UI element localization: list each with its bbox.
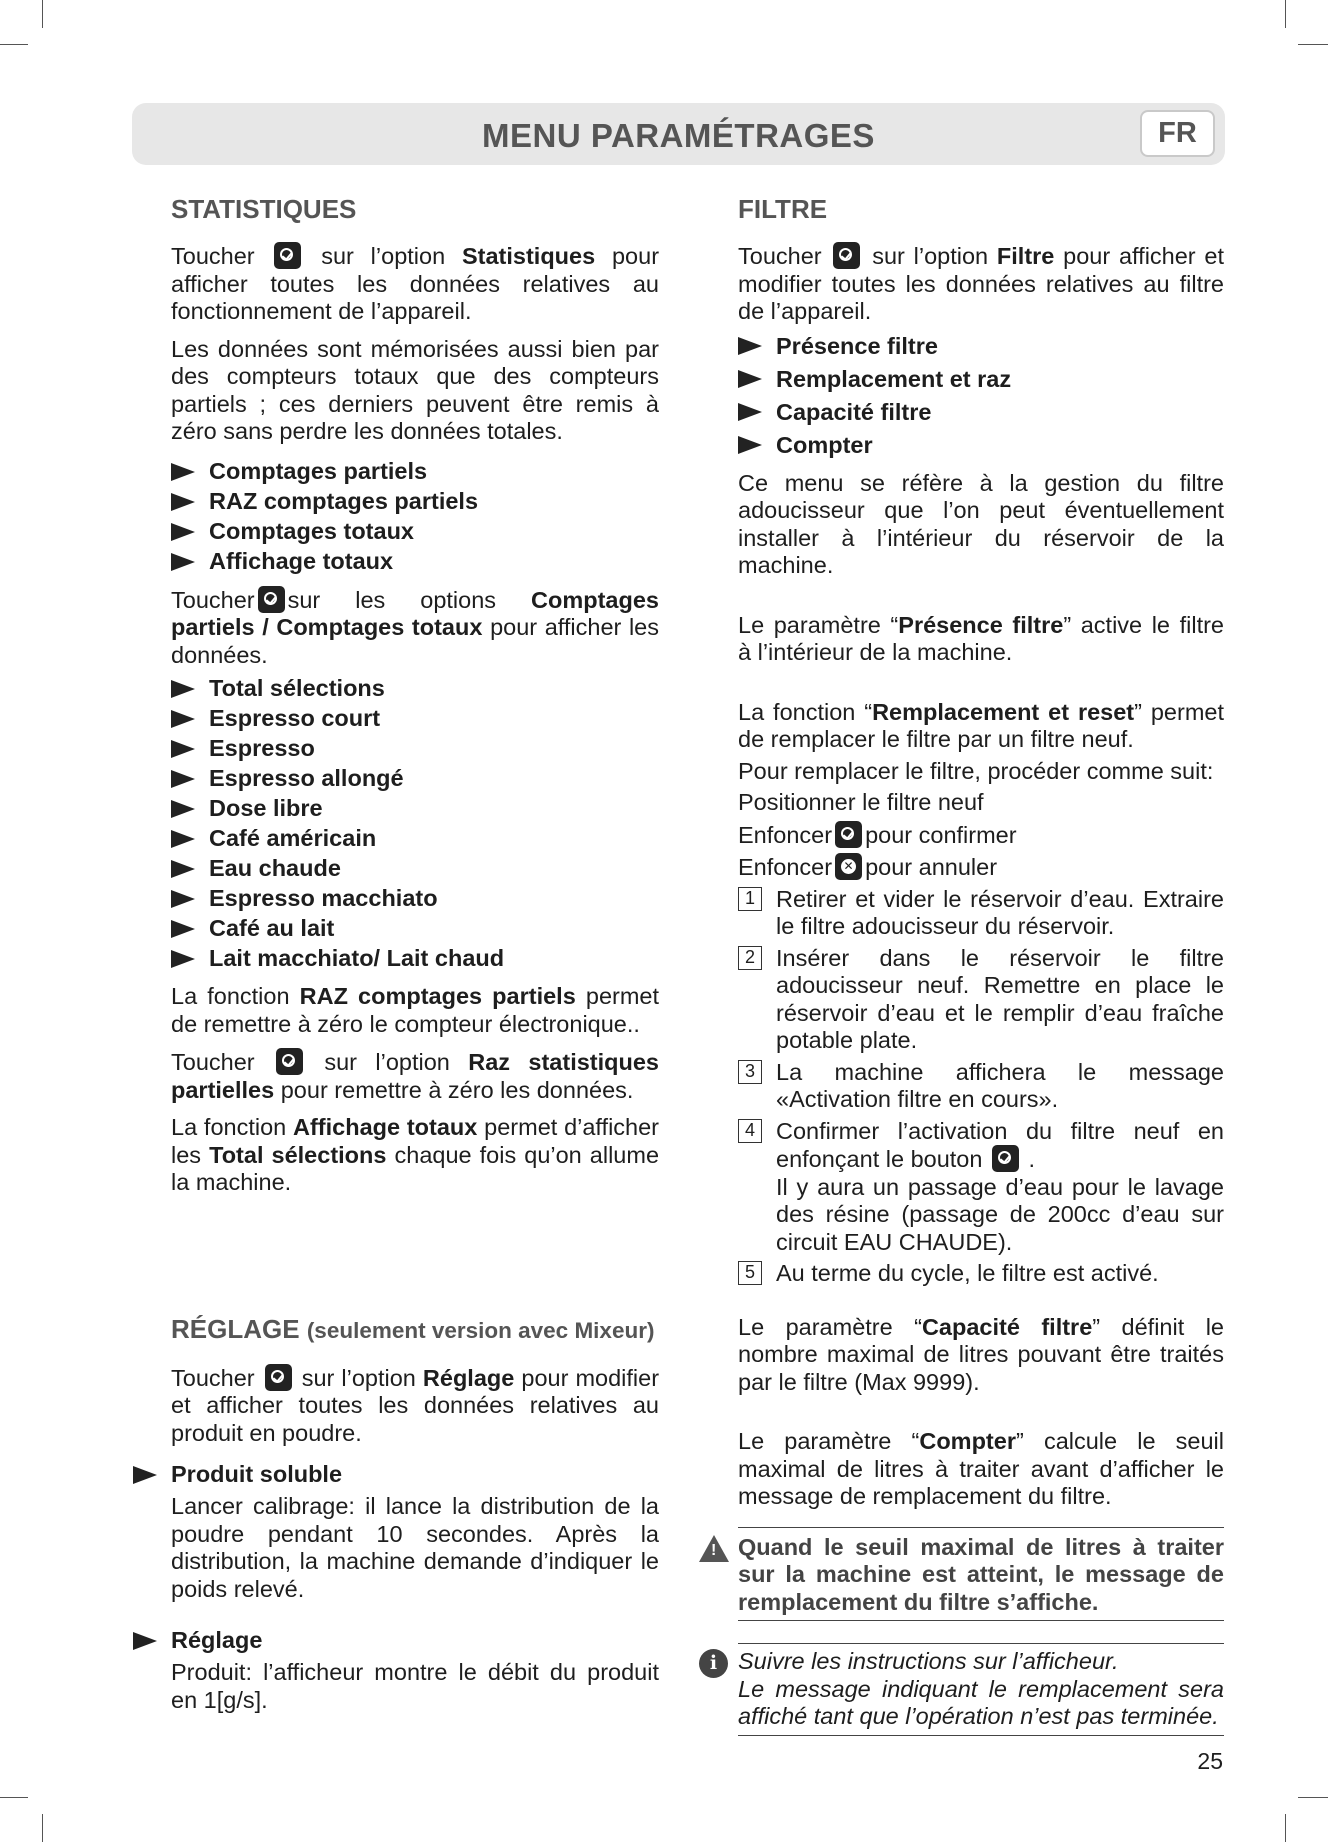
list-item: Affichage totaux (171, 546, 659, 576)
step-item: 3 La machine affichera le message «Activation filtre en cours». (738, 1059, 1224, 1114)
list-item: Comptages partiels (171, 456, 659, 486)
step-number: 5 (738, 1261, 762, 1285)
confirm-button-icon (265, 1364, 292, 1391)
step-item: 4 Confirmer l’activation du filtre neuf en enfonçant le bouton . Il y aura un passage d’eau pour le lavage des résine (passage de 200cc d’eau sur circuit EAU CHAUDE). (738, 1118, 1224, 1257)
list-item: Café américain (171, 823, 659, 853)
paragraph: Enfoncer pour confirmer (738, 821, 1017, 848)
paragraph: Le paramètre “Compter” calcule le seuil maximal de litres à traiter avant d’afficher le message de remplacement du filtre. (738, 1428, 1224, 1509)
list-item: Espresso allongé (171, 763, 659, 793)
left-column (171, 193, 659, 1728)
confirm-button-icon (274, 242, 301, 269)
step-number: 4 (738, 1119, 762, 1143)
list-item: Présence filtre (738, 330, 1224, 363)
paragraph: Toucher sur les options Comptages partiels / Comptages totaux pour afficher les données. (171, 586, 660, 668)
confirm-button-icon (992, 1145, 1019, 1172)
paragraph: La fonction RAZ comptages partiels permet de remettre à zéro le compteur électronique.. (171, 983, 660, 1037)
page-title: MENU PARAMÉTRAGES (482, 117, 875, 154)
list-item: Capacité filtre (738, 396, 1224, 429)
reglage-item (171, 1625, 659, 1714)
confirm-button-icon (258, 586, 285, 613)
confirm-button-icon (835, 821, 862, 848)
warning-note: ! Quand le seuil maximal de litres à traiter sur la machine est atteint, le message de remplacement du filtre s’affiche. (738, 1527, 1224, 1622)
item-text: Produit: l’afficheur montre le débit du produit en 1[g/s]. (171, 1659, 659, 1713)
statistiques-section (171, 193, 659, 1197)
step-number: 2 (738, 946, 762, 970)
step-item: 2 Insérer dans le réservoir le filtre adoucisseur neuf. Remettre en place le réservoir d’eau et le remplir d’eau fraîche potable plate. (738, 945, 1224, 1055)
list-item: Espresso court (171, 703, 659, 733)
info-text: Le message indiquant le remplacement sera affiché tant que l’opération n’est pas terminée. (738, 1675, 1224, 1729)
paragraph: Toucher sur l’option Raz statistiques partielles pour remettre à zéro les données. (171, 1049, 659, 1103)
list-item: Espresso macchiato (171, 883, 659, 913)
paragraph: La fonction “Remplacement et reset” permet de remplacer le filtre par un filtre neuf. (738, 698, 1224, 752)
confirm-button-icon (276, 1048, 303, 1075)
step-number: 3 (738, 1060, 762, 1084)
crop-mark (1298, 1797, 1328, 1798)
list-item: Espresso (171, 733, 659, 763)
list-item: Café au lait (171, 913, 659, 943)
step-number: 1 (738, 887, 762, 911)
crop-mark (1298, 44, 1328, 45)
list-item: Total sélections (171, 673, 659, 703)
paragraph: Le paramètre “Présence filtre” active le filtre à l’intérieur de la machine. (738, 611, 1224, 665)
list-item: Dose libre (171, 793, 659, 823)
list-item: RAZ comptages partiels (171, 486, 659, 516)
produit-soluble-item (171, 1459, 659, 1603)
options-list (171, 456, 659, 576)
paragraph: Toucher sur l’option Réglage pour modifier et afficher toutes les données relatives au produit en poudre. (171, 1364, 660, 1446)
warning-icon (699, 1535, 729, 1562)
crop-mark (42, 1814, 43, 1842)
info-icon: i (699, 1649, 728, 1678)
crop-mark (1285, 0, 1286, 28)
crop-mark (0, 1797, 28, 1798)
list-item: Eau chaude (171, 853, 659, 883)
list-item: Lait macchiato/ Lait chaud (171, 943, 659, 973)
list-item: Compter (738, 429, 1224, 462)
confirm-button-icon (833, 242, 860, 269)
reglage-section (171, 1313, 659, 1715)
procedure-steps (738, 886, 1224, 1288)
paragraph: Ce menu se réfère à la gestion du filtre adoucisseur que l’on peut éventuellement installer à l’intérieur du réservoir de la machine. (738, 469, 1224, 578)
item-title: Produit soluble (171, 1459, 659, 1489)
paragraph: Enfoncer✕ pour annuler (738, 853, 1224, 882)
step-item: 1 Retirer et vider le réservoir d’eau. Extraire le filtre adoucisseur du réservoir. (738, 886, 1224, 941)
language-badge: FR (1140, 110, 1215, 157)
section-title-reglage: RÉGLAGE (seulement version avec Mixeur) (171, 1313, 655, 1344)
cancel-button-icon (835, 853, 862, 880)
section-title-statistiques: STATISTIQUES (171, 194, 357, 224)
crop-mark (42, 0, 43, 28)
list-item: Comptages totaux (171, 516, 659, 546)
paragraph: Pour remplacer le filtre, procéder comme suit: (738, 757, 1214, 784)
crop-mark (0, 44, 28, 45)
item-text: Lancer calibrage: il lance la distribution de la poudre pendant 10 secondes. Après la distribution, la machine demande d’indiquer le poids relevé. (171, 1493, 659, 1602)
list-item: Remplacement et raz (738, 363, 1224, 396)
page-number: 25 (1197, 1748, 1223, 1774)
paragraph: La fonction Affichage totaux permet d’afficher les Total sélections chaque fois qu’on allume la machine. (171, 1114, 660, 1195)
right-column (709, 193, 1225, 1736)
paragraph: Le paramètre “Capacité filtre” définit le nombre maximal de litres pouvant être traités par le filtre (Max 9999). (738, 1313, 1224, 1395)
paragraph: Positionner le filtre neuf (738, 789, 984, 815)
paragraph: Toucher sur l’option Statistiques pour afficher toutes les données relatives au fonctionnement de l’appareil. (171, 243, 660, 324)
filter-options-list (738, 330, 1224, 462)
crop-mark (1285, 1814, 1286, 1842)
paragraph: Les données sont mémorisées aussi bien par des compteurs totaux que des compteurs partiels ; ces derniers peuvent être remis à zéro sans perdre les données totales. (171, 335, 659, 444)
page-header (132, 103, 1225, 165)
step-item: 5 Au terme du cycle, le filtre est activé. (738, 1260, 1224, 1288)
item-title: Réglage (171, 1625, 659, 1655)
paragraph: Toucher sur l’option Filtre pour afficher et modifier toutes les données relatives au filtre de l’appareil. (738, 243, 1225, 324)
counters-list (171, 673, 659, 973)
info-note (709, 1643, 1224, 1736)
section-title-filtre: FILTRE (738, 194, 828, 224)
info-text: Suivre les instructions sur l’afficheur. (738, 1648, 1119, 1674)
